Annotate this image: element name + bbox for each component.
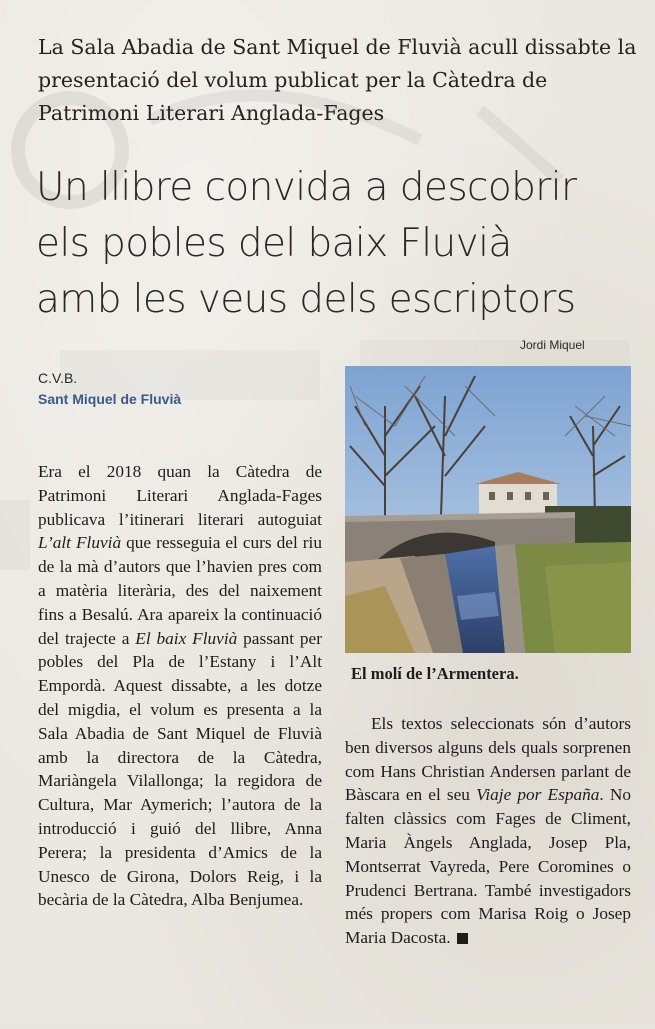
end-of-article-mark — [457, 933, 468, 944]
byline-author: C.V.B. — [38, 370, 78, 386]
headline-line-2: els pobles del baix Fluvià — [36, 221, 512, 266]
paragraph-2-text-b: . No falten clàssics com Fages de Climent, Maria Àngels Anglada, Josep Pla, Montserrat Vayreda, Pere Coromines o Prudenci Bertrana. També investigadors més propers com Marisa Roig o Josep Maria Dacosta. — [345, 785, 631, 948]
mill-landscape-illustration — [345, 366, 631, 653]
book-title-alt-fluvia: L’alt Fluvià — [38, 533, 122, 553]
byline-location: Sant Miquel de Fluvià — [38, 391, 182, 407]
photo-credit: Jordi Miquel — [520, 338, 585, 352]
article-photo — [345, 366, 631, 653]
paragraph-1-text-b: que resseguia el curs del riu de la mà d’autors que l’havien pres com a matèria literària, des del naixement fins a Besalú. Ara apareix la continuació del trajecte a — [38, 533, 322, 648]
paragraph-1-text-c: passant per pobles del Pla de l’Estany i l’Alt Empordà. Aquest dissabte, a les dotze del migdia, el volum es presenta a la Sala Abadia de Sant Miquel de Fluvià amb la directora de la Càtedra, Mariàngela Vilallonga; la regidora de Cultura, Mar Aymerich; l’autora de la introducció i guió del llibre, Anna Perera; la presidenta d’Amics de la Unesco de Girona, Dolors Reig, i la becària de la Càtedra, Alba Benjumea. — [38, 628, 322, 910]
article-paragraph-1 — [38, 460, 322, 912]
headline-line-1: Un llibre convida a descobrir — [36, 165, 577, 210]
article-headline — [36, 160, 646, 328]
kicker-subhead: La Sala Abadia de Sant Miquel de Fluvià acull dissabte la presentació del volum publicat per la Càtedra de Patrimoni Literari Anglada-Fages — [38, 35, 637, 125]
paragraph-1-text-a: Era el 2018 quan la Càtedra de Patrimoni Literari Anglada-Fages publicava l’itinerari literari autoguiat — [38, 462, 322, 529]
book-title-viaje-por-espana: Viaje por España — [476, 785, 600, 805]
book-title-baix-fluvia: El baix Fluvià — [135, 628, 238, 648]
photo-caption: El molí de l’Armentera. — [351, 664, 519, 683]
paragraph-2-text-a: Els textos seleccionats són d’autors ben diversos alguns dels quals sorprenen com Hans Christian Andersen parlant de Bàscara en el seu — [345, 714, 631, 805]
article-body-column-2 — [345, 712, 631, 950]
article-body-column-1 — [38, 460, 322, 912]
headline-line-3: amb les veus dels escriptors — [36, 277, 576, 322]
article-paragraph-2 — [345, 712, 631, 950]
